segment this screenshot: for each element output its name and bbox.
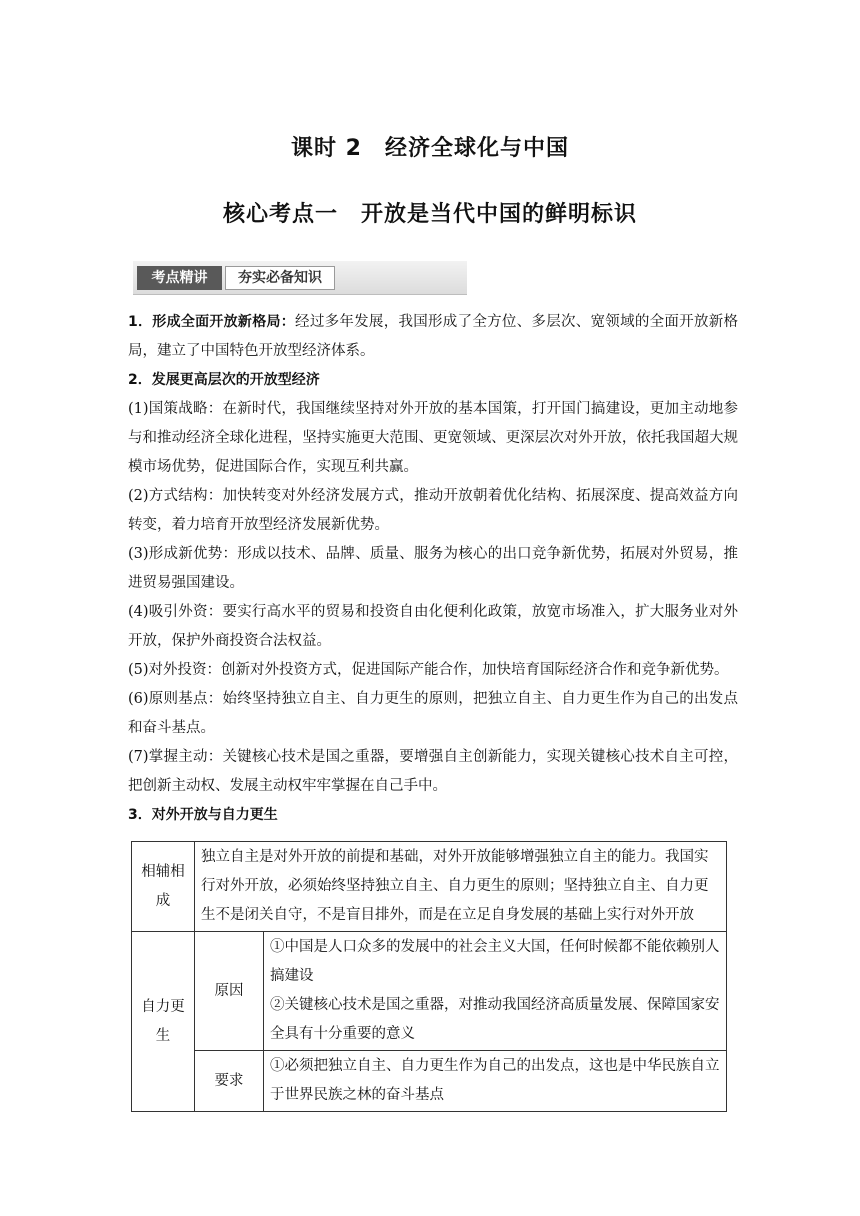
requirement-item-1: ①必须把独立自主、自力更生作为自己的出发点，这也是中华民族自立于世界民族之林的奋斗基点 — [270, 1058, 720, 1103]
table-row — [132, 932, 727, 1051]
subpoint-3: (3)形成新优势：形成以技术、品牌、质量、服务为核心的出口竞争新优势，拓展对外贸易，推进贸易强国建设。 — [128, 546, 738, 591]
point-2-heading: 2．发展更高层次的开放型经济 — [128, 372, 320, 388]
reason-label: 原因 — [195, 932, 264, 1051]
banner-label-knowledge: 夯实必备知识 — [225, 266, 335, 290]
section-banner — [133, 261, 467, 295]
subpoint-5: (5)对外投资：创新对外投资方式，促进国际产能合作，加快培育国际经济合作和竞争新优势。 — [128, 662, 729, 678]
reason-item-1: ①中国是人口众多的发展中的社会主义大国，任何时候都不能依赖别人搞建设 — [270, 939, 720, 984]
banner-label-key-points: 考点精讲 — [137, 266, 222, 290]
point-3 — [128, 801, 738, 830]
reason-item-2: ②关键核心技术是国之重器，对推动我国经济高质量发展、保障国家安全具有十分重要的意义 — [270, 997, 720, 1042]
requirement-cell — [264, 1051, 727, 1112]
subpoint-1: (1)国策战略：在新时代，我国继续坚持对外开放的基本国策，打开国门搞建设，更加主动地参与和推动经济全球化进程，坚持实施更大范围、更宽领域、更深层次对外开放，依托我国超大规模市场优势，促进国际合作，实现互利共赢。 — [128, 401, 738, 475]
lesson-title: 课时 2 经济全球化与中国 — [291, 136, 569, 161]
subpoint-2: (2)方式结构：加快转变对外经济发展方式，推动开放朝着优化结构、拓展深度、提高效益方向转变，着力培育开放型经济发展新优势。 — [128, 488, 738, 533]
reason-cell — [264, 932, 727, 1051]
subpoint-7: (7)掌握主动：关键核心技术是国之重器，要增强自主创新能力，实现关键核心技术自主可控，把创新主动权、发展主动权牢牢掌握在自己手中。 — [128, 749, 738, 794]
point-3-heading: 3．对外开放与自力更生 — [128, 807, 278, 823]
table-row — [132, 1051, 727, 1112]
subpoint-6: (6)原则基点：始终坚持独立自主、自力更生的原则，把独立自主、自力更生作为自己的出发点和奋斗基点。 — [128, 691, 738, 736]
point-2 — [128, 366, 738, 395]
requirement-label: 要求 — [195, 1051, 264, 1112]
body-text — [128, 308, 738, 830]
table-row — [132, 842, 727, 932]
relation-table — [131, 841, 727, 1112]
point-1-heading: 1．形成全面开放新格局： — [128, 314, 296, 330]
row-label-complementary: 相辅相成 — [132, 842, 195, 932]
subpoint-4: (4)吸引外资：要实行高水平的贸易和投资自由化便利化政策，放宽市场准入，扩大服务业对外开放，保护外商投资合法权益。 — [128, 604, 738, 649]
complementary-text: 独立自主是对外开放的前提和基础，对外开放能够增强独立自主的能力。我国实行对外开放，必须始终坚持独立自主、自力更生的原则；坚持独立自主、自力更生不是闭关自守，不是盲目排外，而是在立足自身发展的基础上实行对外开放 — [195, 842, 727, 932]
row-label-self-reliance: 自力更生 — [132, 932, 195, 1112]
section-title: 核心考点一 开放是当代中国的鲜明标识 — [222, 202, 637, 227]
point-1 — [128, 308, 738, 366]
point-1-text: 经过多年发展，我国形成了全方位、多层次、宽领域的全面开放新格局，建立了中国特色开放型经济体系。 — [128, 314, 739, 359]
